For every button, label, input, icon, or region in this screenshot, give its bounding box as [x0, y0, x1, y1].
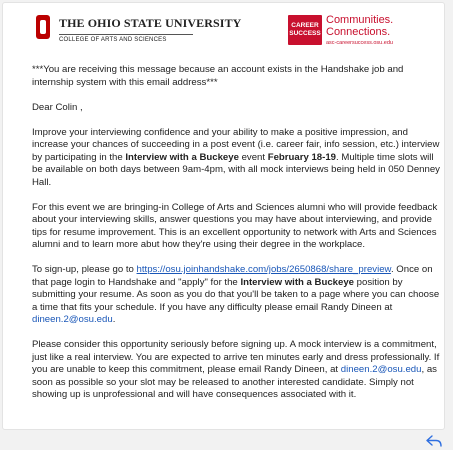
p3-text-mid1: . Once on that page login to Handshake and "apply" for the: [32, 264, 433, 288]
p3-text-mid2: position by submitting your resume. As soon as you do that you'll be taken to a page where you can choose a time that fits your schedule. If you have any difficulty please email Randy Dineen at: [32, 276, 440, 313]
email-header-banner: [3, 3, 444, 55]
college-name: COLLEGE OF ARTS AND SCIENCES: [59, 37, 167, 43]
p1-event-name: Interview with a Buckeye: [125, 151, 239, 163]
p1-text-mid: event: [238, 151, 268, 163]
tagline-communities: Communities.: [326, 14, 394, 26]
handshake-notice: ***You are receiving this message because an account exists in the Handshake job and internship system with this email address***: [32, 64, 404, 88]
career-success-tagline: [326, 14, 393, 46]
career-success-logo: [288, 15, 322, 45]
paragraph-alumni: For this event we are bringing-in College of Arts and Sciences alumni who will provide feedback about your interviewing skills, answer questions you may have about interviewing, and provide tips for resume improvement. This is an excellent opportunity to network with Arts and Sciences alumni and to learn more abut how they're using their degree in the workplace.: [32, 201, 438, 250]
paragraph-intro: [32, 127, 440, 190]
p3-text-after: .: [112, 314, 116, 325]
university-name: THE OHIO STATE UNIVERSITY: [59, 16, 193, 35]
p1-text-before: Improve your interviewing confidence and your ability to make a positive impression, and increase your chances of succeeding in a post event (i.e. career fair, info session, etc.) interview by participating in the: [32, 126, 440, 163]
paragraph-signup: [32, 264, 440, 327]
reply-icon: [426, 435, 442, 447]
osu-wordmark: [59, 16, 242, 43]
career-success-url: asc-careersuccess.osu.edu: [326, 40, 393, 46]
tagline-connections: Connections.: [326, 26, 391, 38]
p1-text-after: . Multiple time slots will be available on both days between 9am-4pm, with all mock interviews being held in 050 Denney Hall.: [32, 151, 440, 188]
paragraph-commitment: [32, 339, 440, 402]
email-body: [32, 64, 440, 414]
career-badge-line2: SUCCESS: [289, 30, 321, 37]
p4-text-before: Please consider this opportunity seriously before signing up. A mock interview is a commitment, just like a real interview. You are expected to arrive ten minutes early and dress professionally. If you are unable to keep this commitment, please email Randy Dineen, at: [32, 339, 440, 375]
osu-block-o-logo: [36, 15, 50, 39]
p1-event-dates: February 18-19: [267, 151, 336, 163]
p3-event-name: Interview with a Buckeye: [240, 276, 355, 288]
contact-email-link[interactable]: dineen.2@osu.edu: [32, 314, 113, 325]
reply-button[interactable]: [424, 434, 444, 448]
career-badge-line1: CAREER: [291, 22, 319, 29]
contact-email-link-2[interactable]: dineen.2@osu.edu: [340, 364, 422, 375]
email-card: [2, 2, 445, 430]
p4-text-after: , as soon as possible so your slot may be released to another interested candidate. Simply not showing up is unprofessional and will have consequences associated with it.: [32, 364, 437, 400]
handshake-signup-link[interactable]: https://osu.joinhandshake.com/jobs/2650868/share_preview: [136, 264, 391, 275]
p3-text-before: To sign-up, please go to: [32, 264, 137, 275]
greeting: Dear Colin ,: [32, 101, 83, 113]
